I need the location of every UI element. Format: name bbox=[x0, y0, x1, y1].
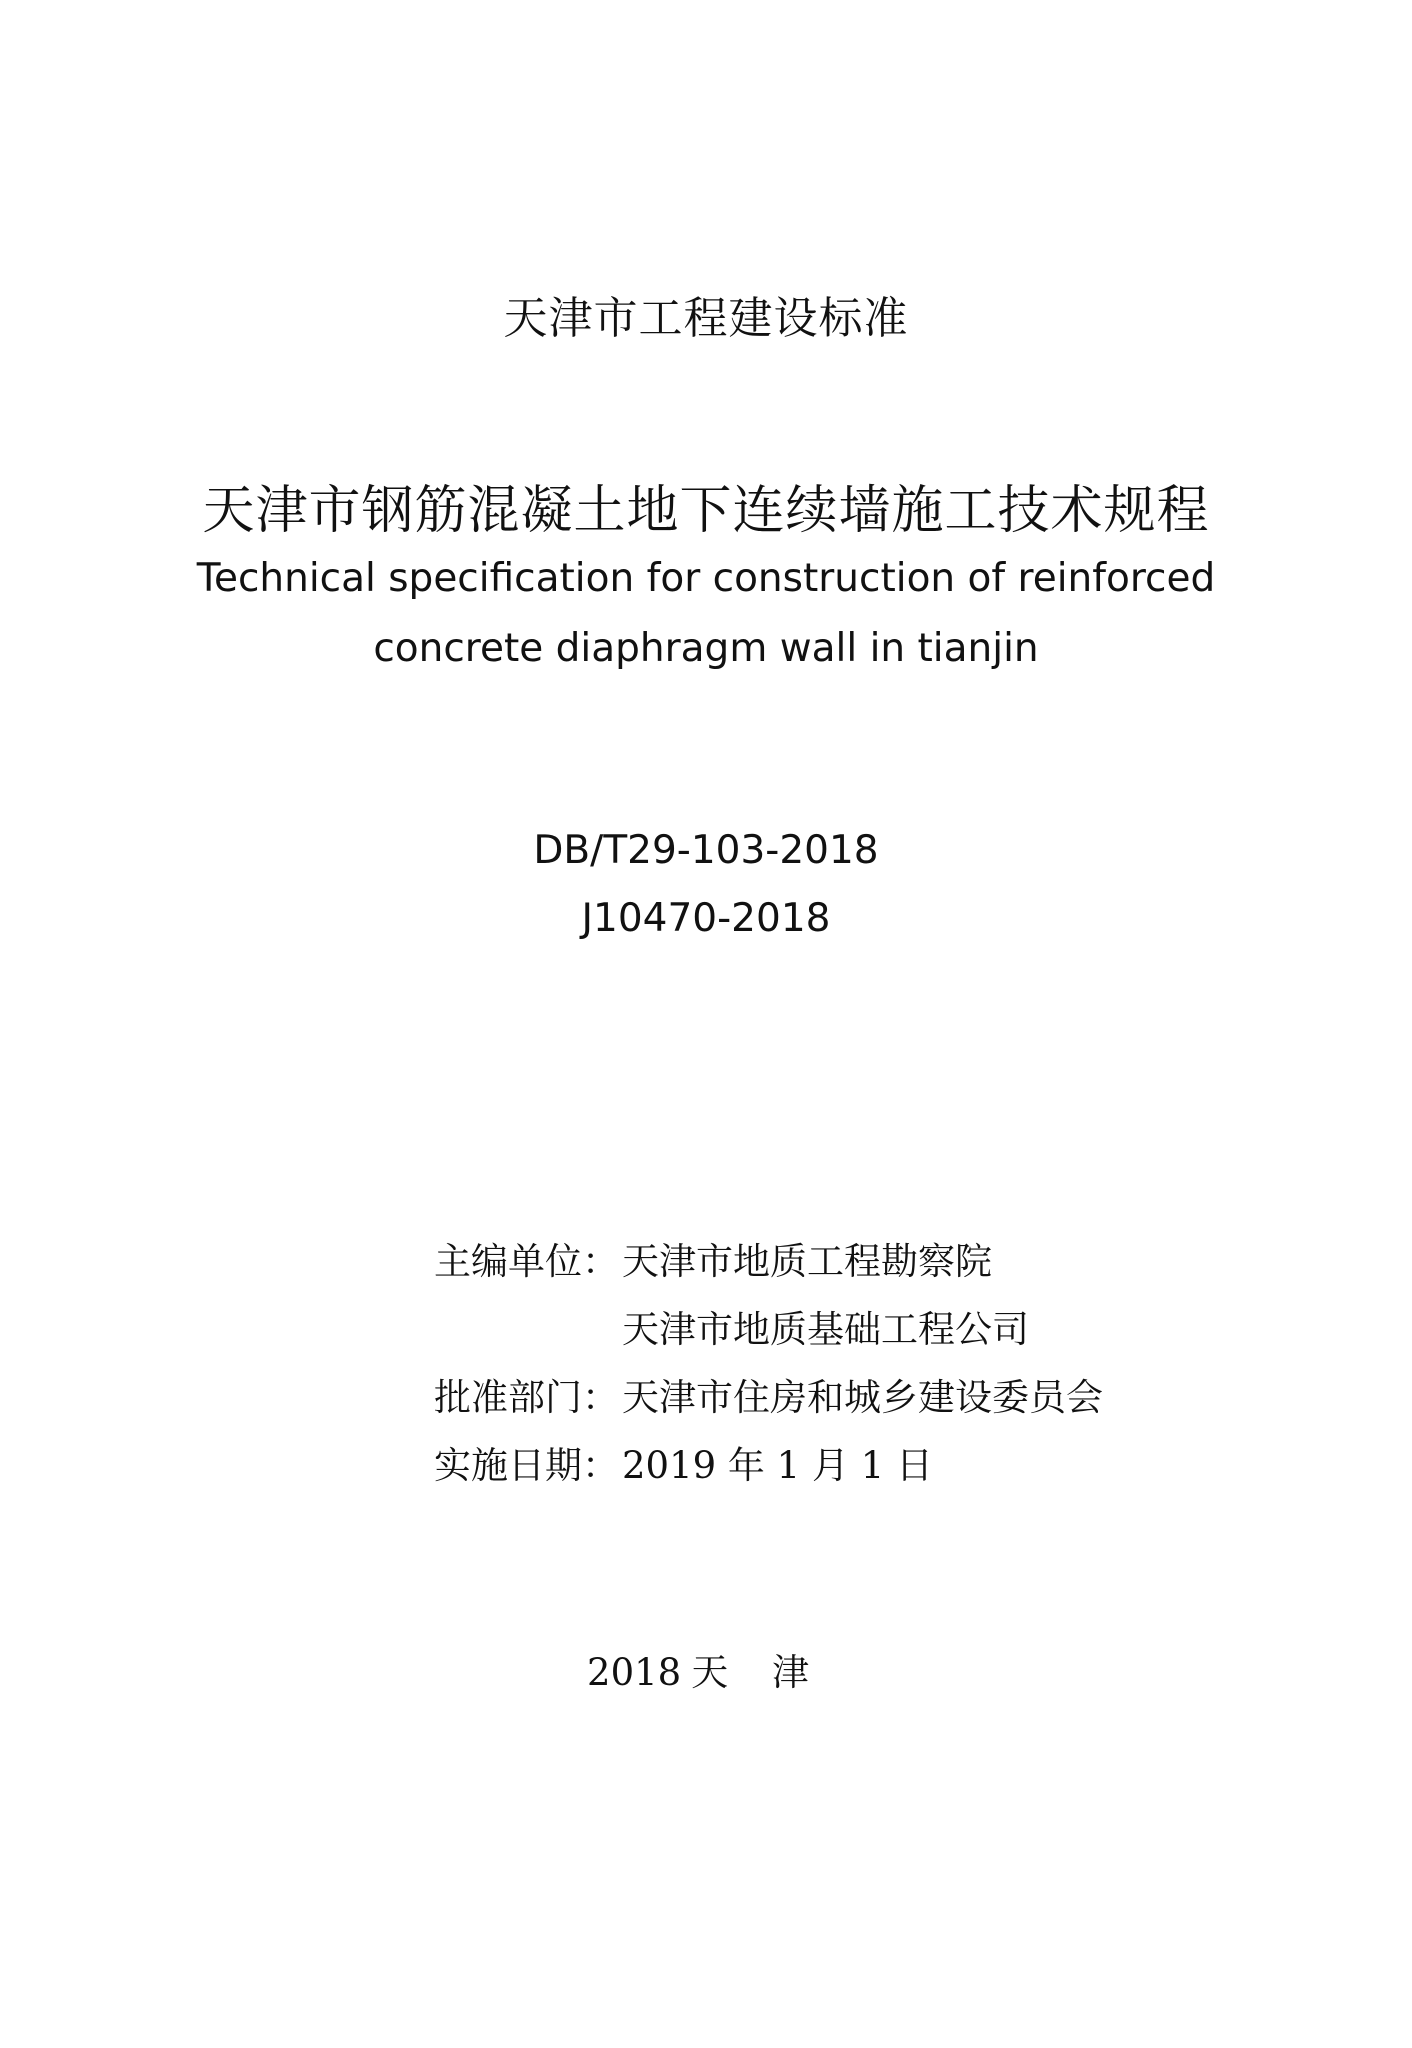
editor-value-2: 天津市地质基础工程公司 bbox=[622, 1308, 1029, 1351]
document-title-english-line-1: Technical specification for construction of reinforced bbox=[196, 556, 1216, 601]
approver-value: 天津市住房和城乡建设委员会 bbox=[622, 1376, 1103, 1419]
publication-footer bbox=[0, 1642, 1412, 1696]
editor-row-2 bbox=[434, 1296, 1154, 1364]
publication-year: 2018 bbox=[587, 1651, 682, 1694]
standard-number: DB/T29-103-2018 bbox=[533, 828, 879, 873]
document-title-english-line-2: concrete diaphragm wall in tianjin bbox=[373, 626, 1039, 671]
editor-value-1: 天津市地质工程勘察院 bbox=[622, 1240, 992, 1283]
publication-info bbox=[434, 1228, 1154, 1500]
approver-row bbox=[434, 1364, 1154, 1432]
editor-label-spacer bbox=[434, 1296, 622, 1364]
editor-row bbox=[434, 1228, 1154, 1296]
document-title-chinese: 天津市钢筋混凝土地下连续墙施工技术规程 bbox=[202, 481, 1210, 541]
editor-label: 主编单位： bbox=[434, 1240, 619, 1283]
record-number: J10470-2018 bbox=[581, 896, 831, 941]
approver-label: 批准部门： bbox=[434, 1376, 619, 1419]
effective-date-label: 实施日期： bbox=[434, 1444, 619, 1487]
effective-date-value: 2019 年 1 月 1 日 bbox=[622, 1444, 934, 1487]
effective-date-row bbox=[434, 1432, 1154, 1500]
standard-series-title: 天津市工程建设标准 bbox=[503, 293, 909, 344]
publication-city: 天 津 bbox=[691, 1651, 825, 1694]
